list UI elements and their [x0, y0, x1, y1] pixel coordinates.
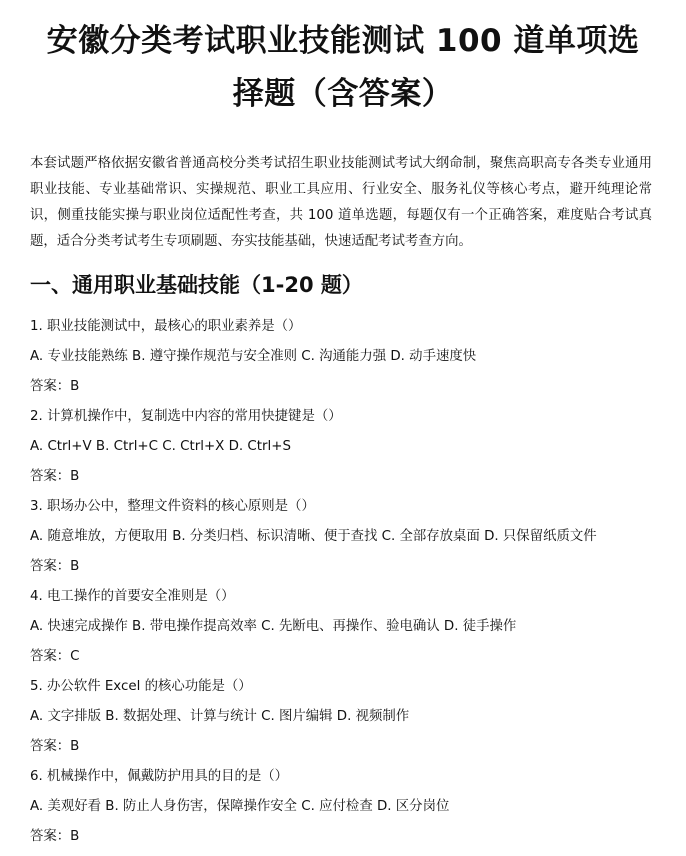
intro-paragraph: 本套试题严格依据安徽省普通高校分类考试招生职业技能测试考试大纲命制，聚焦高职高专各类专业通用职业技能、专业基础常识、实操规范、职业工具应用、行业安全、服务礼仪等核心考点，避开纯理论常识，侧重技能实操与职业岗位适配性考查，共 100 道单选题，每题仅有一个正确答案，难度贴合考试真题，适合分类考试考生专项刷题、夯实技能基础，快速适配考试考查方向。 — [30, 156, 652, 249]
question-text: 2. 计算机操作中，复制选中内容的常用快捷键是（） — [30, 409, 342, 424]
question-text: 6. 机械操作中，佩戴防护用具的目的是（） — [30, 769, 289, 784]
question-list — [30, 312, 660, 852]
question-item — [30, 402, 660, 492]
question-options: A. 随意堆放，方便取用 B. 分类归档、标识清晰、便于查找 C. 全部存放桌面 D. 只保留纸质文件 — [30, 529, 597, 544]
question-options: A. Ctrl+V B. Ctrl+C C. Ctrl+X D. Ctrl+S — [30, 439, 291, 454]
question-options: A. 专业技能熟练 B. 遵守操作规范与安全准则 C. 沟通能力强 D. 动手速度快 — [30, 349, 477, 364]
question-item — [30, 582, 660, 672]
question-answer: 答案：C — [30, 649, 80, 664]
question-item — [30, 312, 660, 402]
question-item — [30, 762, 660, 852]
question-answer: 答案：B — [30, 559, 80, 574]
section-heading: 一、通用职业基础技能（1-20 题） — [30, 273, 363, 297]
question-text: 5. 办公软件 Excel 的核心功能是（） — [30, 679, 252, 694]
question-text: 3. 职场办公中，整理文件资料的核心原则是（） — [30, 499, 315, 514]
question-answer: 答案：B — [30, 739, 80, 754]
question-options: A. 文字排版 B. 数据处理、计算与统计 C. 图片编辑 D. 视频制作 — [30, 709, 410, 724]
question-answer: 答案：B — [30, 379, 80, 394]
question-text: 1. 职业技能测试中，最核心的职业素养是（） — [30, 319, 302, 334]
title-line-2: 择题（含答案） — [232, 76, 454, 112]
question-options: A. 快速完成操作 B. 带电操作提高效率 C. 先断电、再操作、验电确认 D. 徒手操作 — [30, 619, 517, 634]
question-answer: 答案：B — [30, 829, 80, 844]
question-text: 4. 电工操作的首要安全准则是（） — [30, 589, 235, 604]
question-answer: 答案：B — [30, 469, 80, 484]
title-line-1: 安徽分类考试职业技能测试 100 道单项选 — [46, 23, 640, 59]
question-item — [30, 672, 660, 762]
question-item — [30, 492, 660, 582]
question-options: A. 美观好看 B. 防止人身伤害，保障操作安全 C. 应付检查 D. 区分岗位 — [30, 799, 450, 814]
document-title — [20, 15, 666, 121]
